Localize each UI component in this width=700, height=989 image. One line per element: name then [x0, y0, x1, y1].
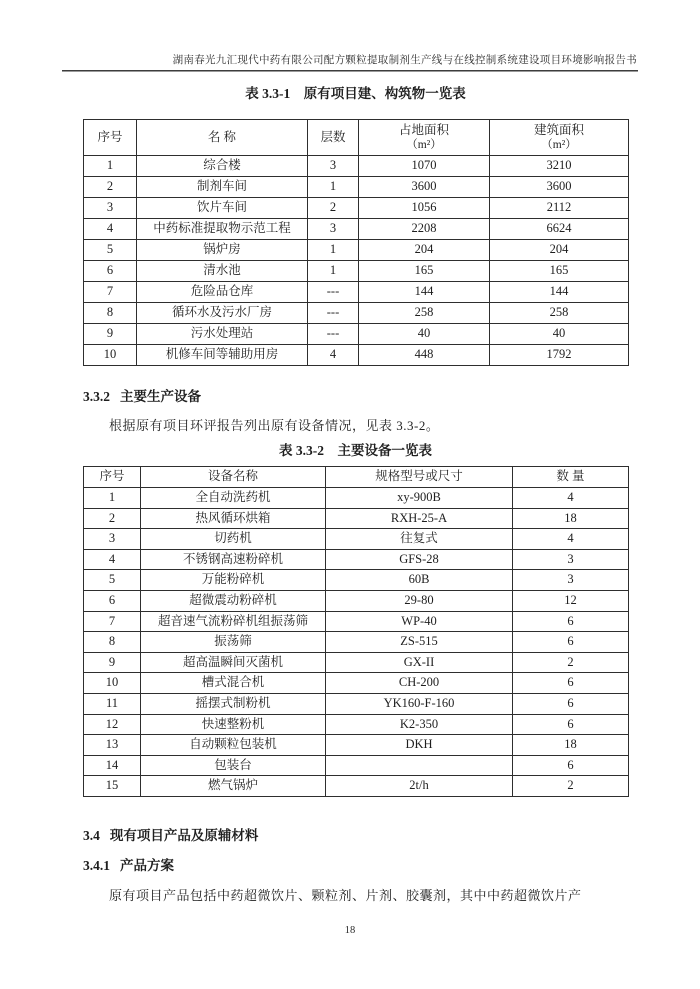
table-cell: 2 [308, 198, 359, 219]
table-cell: 1792 [490, 345, 629, 366]
table-cell: 3600 [359, 177, 490, 198]
table-cell: GX-II [326, 652, 513, 673]
table-cell: 258 [490, 303, 629, 324]
page-number: 18 [344, 925, 356, 936]
table-cell: --- [308, 324, 359, 345]
table-cell: 12 [513, 590, 629, 611]
table-cell: 18 [513, 735, 629, 756]
table-cell: 超微震动粉碎机 [141, 590, 326, 611]
table-cell: 40 [359, 324, 490, 345]
table-header-row [84, 467, 629, 488]
table-cell: 6 [513, 611, 629, 632]
column-header-name: 名 称 [137, 120, 308, 156]
table-cell: 15 [84, 776, 141, 797]
table-row [84, 693, 629, 714]
table-cell: 144 [359, 282, 490, 303]
table-cell: 锅炉房 [137, 240, 308, 261]
column-header-floors: 层数 [308, 120, 359, 156]
table-cell: 1070 [359, 156, 490, 177]
table-cell: 3 [308, 156, 359, 177]
table-cell: 6 [513, 693, 629, 714]
table-row [84, 776, 629, 797]
table-cell: 4 [84, 549, 141, 570]
table-cell: 万能粉碎机 [141, 570, 326, 591]
table-cell: 144 [490, 282, 629, 303]
table-row [84, 156, 629, 177]
table-cell: 7 [84, 611, 141, 632]
table-cell: 10 [84, 345, 137, 366]
table-cell: 258 [359, 303, 490, 324]
table-cell: 槽式混合机 [141, 673, 326, 694]
table-cell: 4 [513, 529, 629, 550]
table-cell: 1 [84, 156, 137, 177]
column-header-land-area [359, 120, 490, 156]
section-heading-3-3-2 [83, 389, 628, 405]
table-cell: 自动颗粒包装机 [141, 735, 326, 756]
table-cell: 3600 [490, 177, 629, 198]
table-cell: 3 [84, 198, 137, 219]
table2-title: 表 3.3-2 主要设备一览表 [279, 443, 432, 458]
table-row [84, 735, 629, 756]
table-cell: RXH-25-A [326, 508, 513, 529]
table-cell: YK160-F-160 [326, 693, 513, 714]
table-cell: 10 [84, 673, 141, 694]
table-cell: 4 [308, 345, 359, 366]
table-cell: xy-900B [326, 488, 513, 509]
page-body [83, 86, 628, 904]
table-cell: 6 [84, 590, 141, 611]
table-row [84, 282, 629, 303]
table-cell: 2208 [359, 219, 490, 240]
table-row [84, 755, 629, 776]
table-cell: 12 [84, 714, 141, 735]
table-cell: 超高温瞬间灭菌机 [141, 652, 326, 673]
table-cell: 制剂车间 [137, 177, 308, 198]
table-cell: 7 [84, 282, 137, 303]
table-cell: 2 [513, 776, 629, 797]
table-cell: K2-350 [326, 714, 513, 735]
table-cell: 6 [513, 673, 629, 694]
table-cell: 3 [513, 549, 629, 570]
table-row [84, 177, 629, 198]
table-cell: 清水池 [137, 261, 308, 282]
table-cell: --- [308, 303, 359, 324]
table-cell: 摇摆式制粉机 [141, 693, 326, 714]
table-row [84, 632, 629, 653]
table-cell: 9 [84, 324, 137, 345]
table-cell: 13 [84, 735, 141, 756]
table-cell: 全自动洗药机 [141, 488, 326, 509]
table-cell: 1 [308, 240, 359, 261]
table-row [84, 529, 629, 550]
table-cell: 5 [84, 240, 137, 261]
section-number: 3.4.1 [83, 857, 110, 873]
table-row [84, 324, 629, 345]
table1-title: 表 3.3-1 原有项目建、构筑物一览表 [245, 86, 466, 101]
column-header-index: 序号 [84, 467, 141, 488]
table-row [84, 198, 629, 219]
table-cell: 机修车间等辅助用房 [137, 345, 308, 366]
table-cell: 快速整粉机 [141, 714, 326, 735]
table-header-row [84, 120, 629, 156]
table-cell: 60B [326, 570, 513, 591]
table-cell: 中药标准提取物示范工程 [137, 219, 308, 240]
column-header-equipment-name: 设备名称 [141, 467, 326, 488]
equipment-table [83, 466, 629, 797]
table-cell: 热风循环烘箱 [141, 508, 326, 529]
table-cell: 1 [308, 177, 359, 198]
table-cell [326, 755, 513, 776]
table-row [84, 570, 629, 591]
column-header-building-area [490, 120, 629, 156]
table-row [84, 345, 629, 366]
table-cell: 燃气锅炉 [141, 776, 326, 797]
table-row [84, 303, 629, 324]
paragraph-3-4-1: 原有项目产品包括中药超微饮片、颗粒剂、片剂、胶囊剂，其中中药超微饮片产 [109, 887, 582, 903]
column-header-spec-model: 规格型号或尺寸 [326, 467, 513, 488]
table-cell: GFS-28 [326, 549, 513, 570]
table-cell: WP-40 [326, 611, 513, 632]
table-cell: 3 [513, 570, 629, 591]
table-cell: 2 [84, 508, 141, 529]
table-cell: 2t/h [326, 776, 513, 797]
table-cell: 40 [490, 324, 629, 345]
section-number: 3.3.2 [83, 389, 110, 404]
table-cell: 6 [84, 261, 137, 282]
column-header-index: 序号 [84, 120, 137, 156]
table-cell: 6 [513, 755, 629, 776]
table-cell: 超音速气流粉碎机组振荡筛 [141, 611, 326, 632]
table-row [84, 240, 629, 261]
table-cell: --- [308, 282, 359, 303]
table-cell: 204 [490, 240, 629, 261]
table-cell: 饮片车间 [137, 198, 308, 219]
table-cell: 污水处理站 [137, 324, 308, 345]
table-cell: 2 [84, 177, 137, 198]
table-cell: 综合楼 [137, 156, 308, 177]
section-heading-3-4-1 [83, 858, 628, 874]
column-header-unit: （m²） [541, 138, 577, 151]
table-cell: 3210 [490, 156, 629, 177]
running-header: 湖南春光九汇现代中药有限公司配方颗粒提取制剂生产线与在线控制系统建设项目环境影响报告书 [172, 55, 637, 66]
table-row [84, 488, 629, 509]
table-cell: 包装台 [141, 755, 326, 776]
table-cell: 切药机 [141, 529, 326, 550]
table-cell: 3 [308, 219, 359, 240]
table-row [84, 673, 629, 694]
table-cell: 6 [513, 632, 629, 653]
table-row [84, 714, 629, 735]
table-row [84, 652, 629, 673]
column-header-label: 建筑面积 [533, 123, 584, 138]
header-rule [62, 70, 638, 72]
section-title: 主要生产设备 [120, 389, 201, 404]
table-cell: 5 [84, 570, 141, 591]
table-cell: DKH [326, 735, 513, 756]
table-row [84, 261, 629, 282]
table-cell: 3 [84, 529, 141, 550]
paragraph-3-3-2: 根据原有项目环评报告列出原有设备情况，见表 3.3-2。 [109, 418, 440, 433]
table-cell: 不锈钢高速粉碎机 [141, 549, 326, 570]
table-row [84, 611, 629, 632]
table-cell: 振荡筛 [141, 632, 326, 653]
table-cell: 448 [359, 345, 490, 366]
table-cell: 循环水及污水厂房 [137, 303, 308, 324]
table-cell: 6 [513, 714, 629, 735]
table-cell: 165 [490, 261, 629, 282]
table-row [84, 590, 629, 611]
table-cell: 2112 [490, 198, 629, 219]
table-row [84, 219, 629, 240]
table-cell: 29-80 [326, 590, 513, 611]
table-cell: 8 [84, 303, 137, 324]
table-cell: CH-200 [326, 673, 513, 694]
column-header-label: 占地面积 [398, 123, 449, 138]
table-cell: 1 [84, 488, 141, 509]
section-number: 3.4 [83, 827, 100, 843]
table-cell: 165 [359, 261, 490, 282]
section-heading-3-4 [83, 828, 628, 844]
column-header-unit: （m²） [406, 138, 442, 151]
table-row [84, 508, 629, 529]
table-cell: 6624 [490, 219, 629, 240]
table-cell: 18 [513, 508, 629, 529]
section-title: 产品方案 [120, 857, 174, 873]
table-cell: 11 [84, 693, 141, 714]
table-cell: 4 [84, 219, 137, 240]
table-cell: 1 [308, 261, 359, 282]
table-cell: 9 [84, 652, 141, 673]
table-cell: 1056 [359, 198, 490, 219]
section-title: 现有项目产品及原辅材料 [109, 827, 259, 843]
table-cell: ZS-515 [326, 632, 513, 653]
table-cell: 204 [359, 240, 490, 261]
table-cell: 4 [513, 488, 629, 509]
table-cell: 危险品仓库 [137, 282, 308, 303]
buildings-table [83, 119, 629, 366]
table-row [84, 549, 629, 570]
column-header-quantity: 数 量 [513, 467, 629, 488]
table-cell: 往复式 [326, 529, 513, 550]
table-cell: 14 [84, 755, 141, 776]
table-cell: 8 [84, 632, 141, 653]
table-cell: 2 [513, 652, 629, 673]
